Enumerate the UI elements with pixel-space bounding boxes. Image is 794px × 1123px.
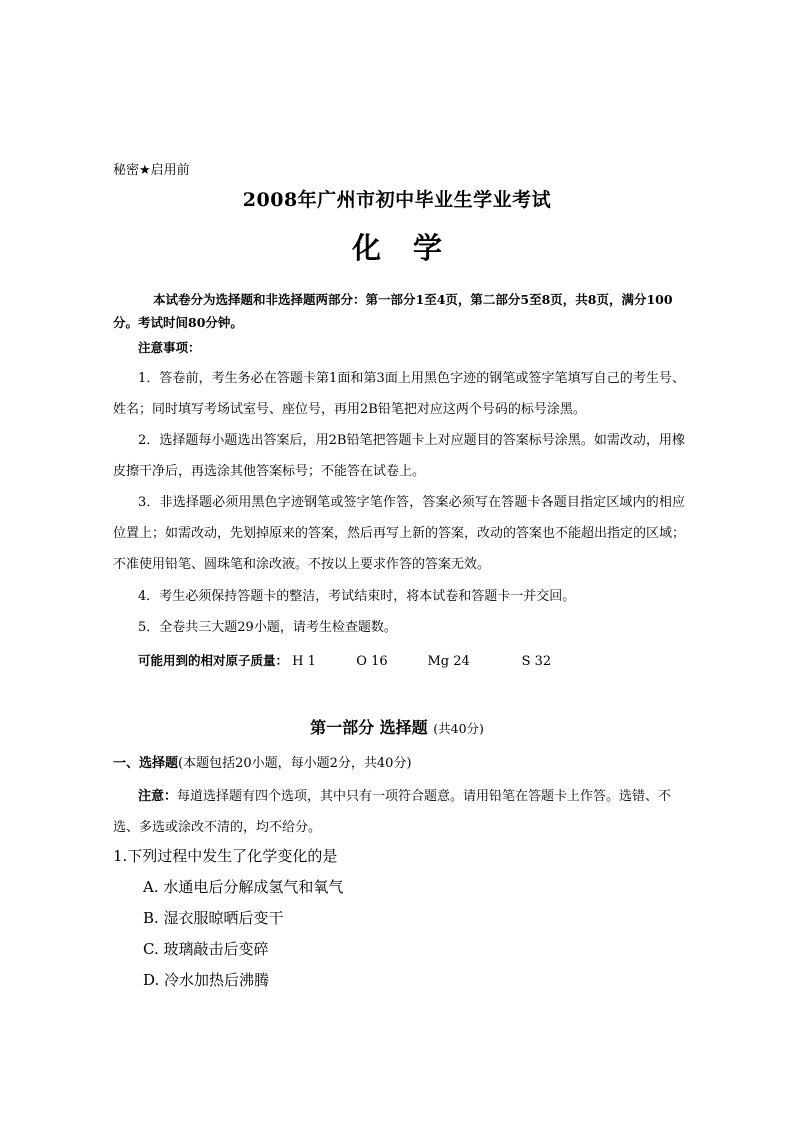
section-one-desc: (本题包括20小题，每小题2分，共40分) [178,756,412,771]
atomic-mass-label: 可能用到的相对原子质量： [138,653,289,668]
note-item-3: 3．非选择题必须用黑色字迹钢笔或签字笔作答，答案必须写在答题卡各题目指定区域内的相应位置上；如需改动，先划掉原来的答案，然后再写上新的答案，改动的答案也不能超出指定的区域；不准使用铅笔、圆珠笔和涂改液。不按以上要求作答的答案无效。 [113,495,686,572]
exam-title: 2008年广州市初中毕业生学业考试 [242,189,552,211]
question-1-option-d: D. 冷水加热后沸腾 [143,971,270,989]
section-one-label: 一、选择题 [113,756,179,771]
section-one-note [113,781,685,843]
question-1-option-a: A. 水通电后分解成氢气和氧气 [143,878,344,896]
note-item-2: 2．选择题每小题选出答案后，用2B铅笔把答题卡上对应题目的答案标号涂黑。如需改动，用橡皮擦干净后，再选涂其他答案标号；不能答在试卷上。 [113,433,685,479]
atomic-mass-mg: Mg 24 [427,654,470,669]
atomic-mass-h: H 1 [292,654,316,669]
section-one-heading [113,752,412,771]
question-1-stem: 1.下列过程中发生了化学变化的是 [113,847,338,865]
question-1-option-b: B. 湿衣服晾晒后变干 [143,909,284,927]
question-1-option-c: C. 玻璃敲击后变碎 [143,940,269,958]
notes-heading: 注意事项： [138,340,201,355]
subject-title: 化学 [351,231,474,265]
part-one-score: (共40分) [433,721,484,736]
atomic-mass-s: S 32 [521,654,552,669]
section-one-note-label: 注意： [138,789,178,804]
intro-paragraph: 本试卷分为选择题和非选择题两部分：第一部分1至4页，第二部分5至8页，共8页，满分100分。考试时间80分钟。 [113,292,673,330]
section-one-note-text: 每道选择题有四个选项，其中只有一项符合题意。请用铅笔在答题卡上作答。选错、不选、多选或涂改不清的，均不给分。 [113,789,672,835]
part-one-title: 第一部分 选择题 [310,718,428,737]
part-one-heading [0,715,794,738]
confidential-label: 秘密★启用前 [113,163,190,178]
atomic-mass-line [138,651,551,669]
note-item-4: 4．考生必须保持答题卡的整洁，考试结束时，将本试卷和答题卡一并交回。 [138,589,576,604]
atomic-mass-o: O 16 [356,654,388,669]
note-item-5: 5．全卷共三大题29小题，请考生检查题数。 [138,620,397,635]
note-item-1: 1．答卷前，考生务必在答题卡第1面和第3面上用黑色字迹的钢笔或签字笔填写自己的考生号、姓名；同时填写考场试室号、座位号，再用2B铅笔把对应这两个号码的标号涂黑。 [113,371,685,417]
